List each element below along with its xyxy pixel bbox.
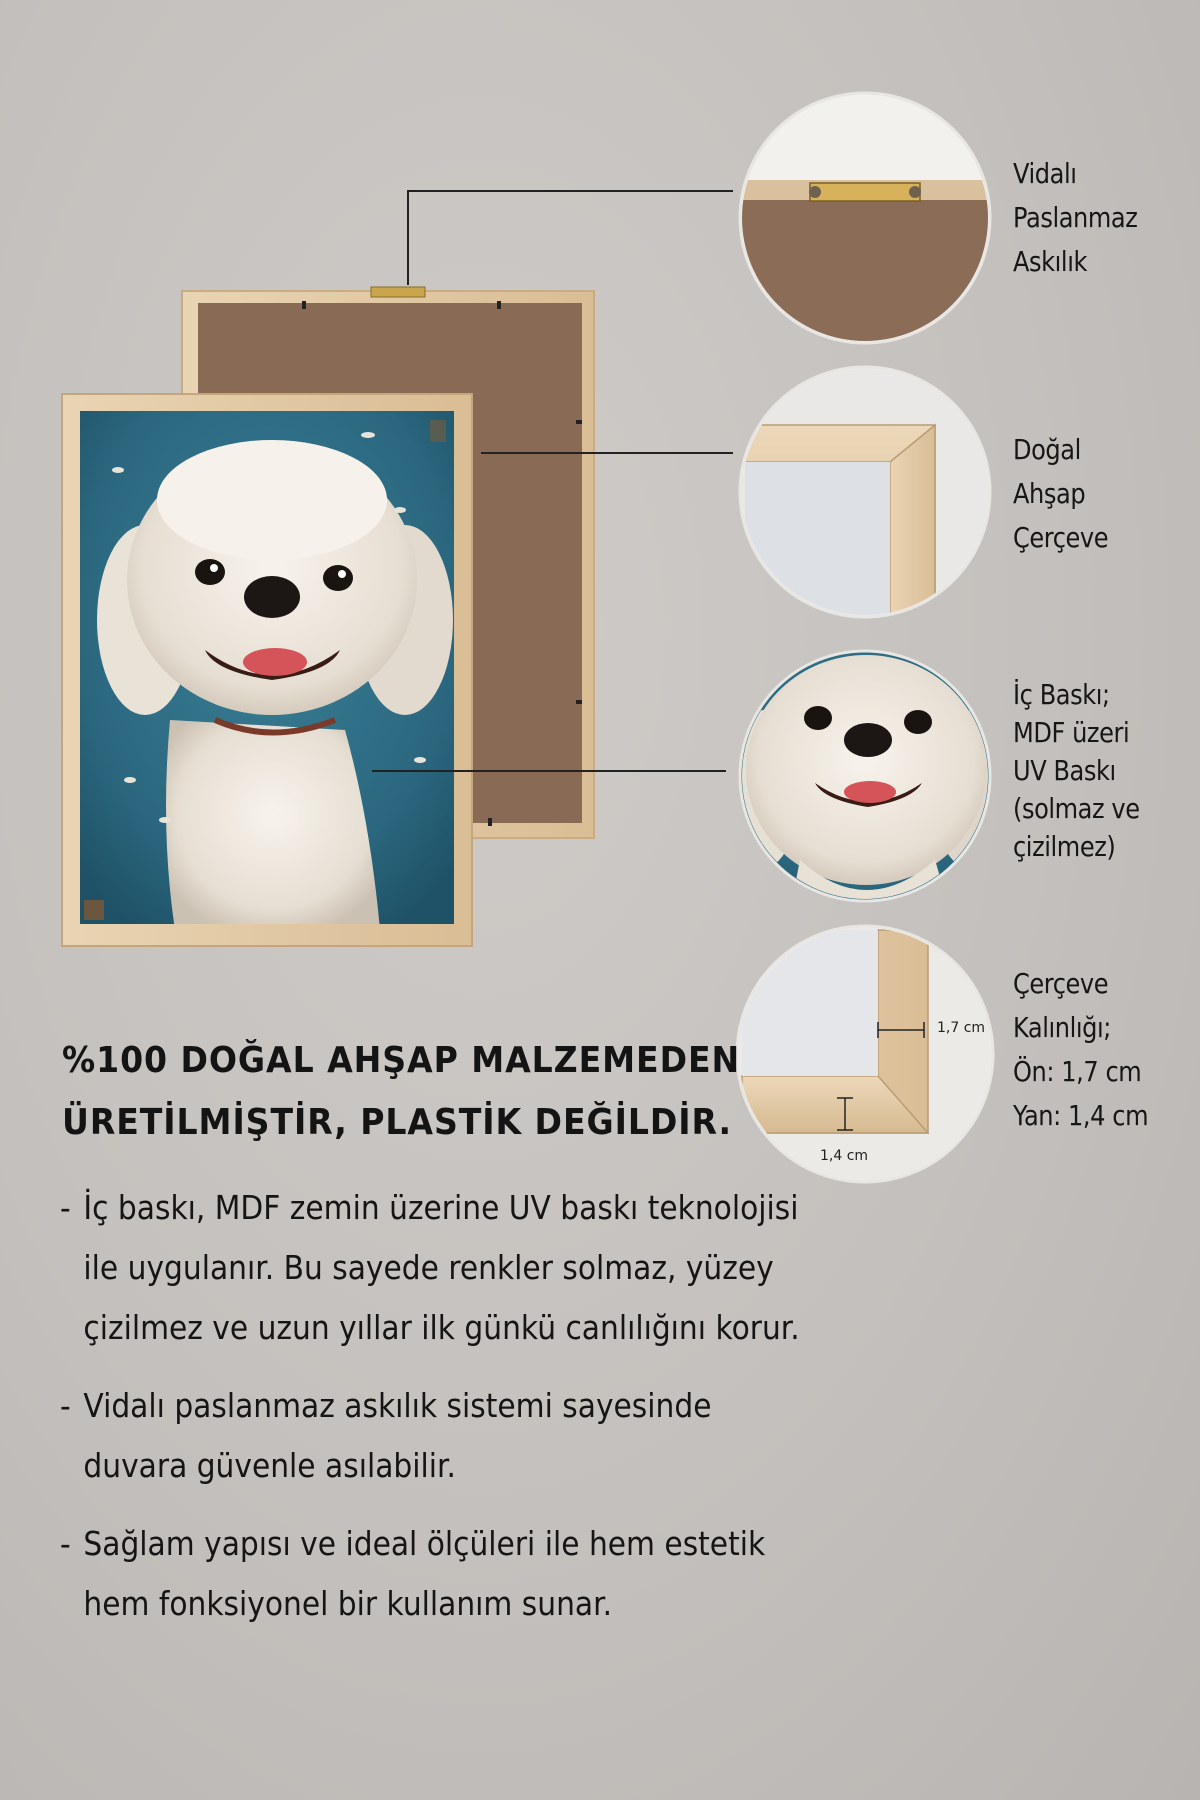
frame-thickness-closeup-icon xyxy=(735,925,995,1185)
bullet-marker: - xyxy=(60,1188,71,1227)
feature-label-frame-thickness: Çerçeve Kalınlığı; Ön: 1,7 cm Yan: 1,4 cm xyxy=(1013,967,1149,1132)
feature-bullet-list xyxy=(60,1178,820,1652)
feature-label-wood-frame: Doğal Ahşap Çerçeve xyxy=(1013,433,1109,554)
frame-corner-closeup-icon xyxy=(720,360,1040,640)
bullet-item xyxy=(60,1376,803,1496)
hanger-closeup-icon xyxy=(700,90,1040,360)
headline-line-2: ÜRETİLMİŞTİR, PLASTİK DEĞİLDİR. xyxy=(62,1102,733,1143)
headline xyxy=(62,1030,761,1154)
bullet-text: Sağlam yapısı ve ideal ölçüleri ile hem estetik hem fonksiyonel bir kullanım sunar. xyxy=(83,1524,766,1623)
side-thickness-label: 1,4 cm xyxy=(820,1148,869,1164)
front-thickness-label: 1,7 cm xyxy=(937,1020,986,1036)
headline-line-1: %100 DOĞAL AHŞAP MALZEMEDEN xyxy=(62,1040,741,1081)
feature-label-hanger: Vidalı Paslanmaz Askılık xyxy=(1013,157,1138,278)
feature-label-inner-print: İç Baskı; MDF üzeri UV Baskı (solmaz ve çizilmez) xyxy=(1013,678,1140,863)
bullet-text: İç baskı, MDF zemin üzerine UV baskı teknolojisi ile uygulanır. Bu sayede renkler solmaz, yüzey çizilmez ve uzun yıllar ilk günkü canlılığını korur. xyxy=(83,1188,800,1347)
bullet-item xyxy=(60,1514,803,1634)
bullet-marker: - xyxy=(60,1524,71,1563)
bullet-item xyxy=(60,1178,803,1358)
front-frame xyxy=(62,394,472,946)
bullet-marker: - xyxy=(60,1386,71,1425)
bullet-text: Vidalı paslanmaz askılık sistemi sayesinde duvara güvenle asılabilir. xyxy=(83,1386,712,1485)
print-closeup-icon xyxy=(720,650,1012,910)
